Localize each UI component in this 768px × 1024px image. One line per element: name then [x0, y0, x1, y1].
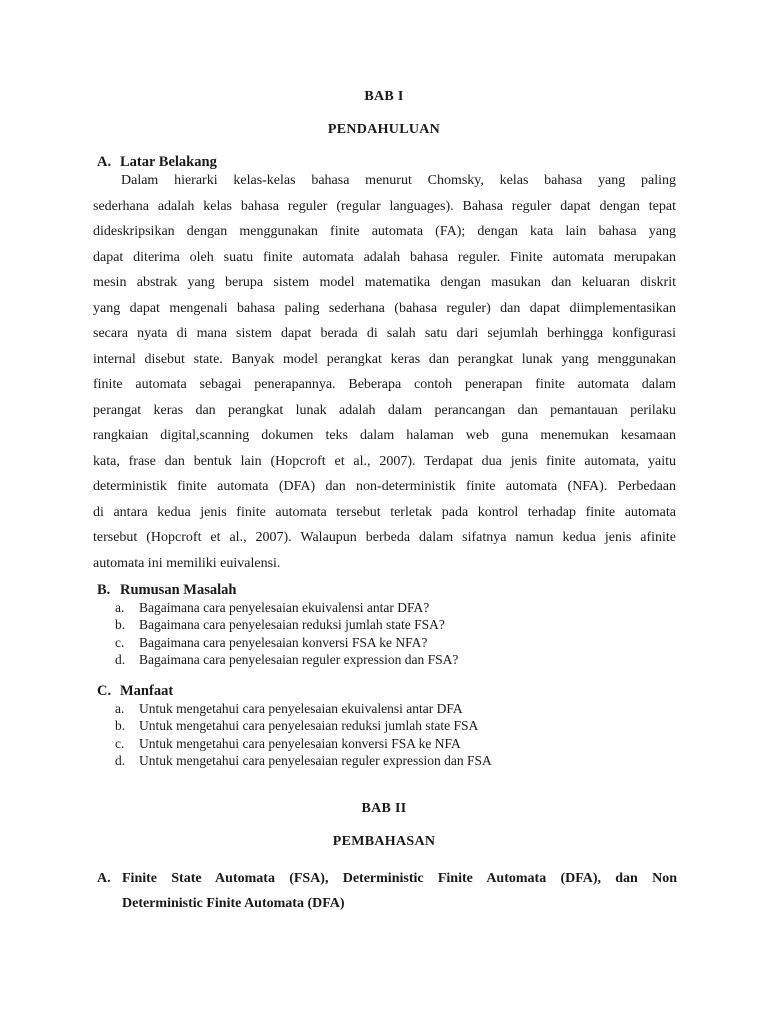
section-letter: A. — [97, 154, 112, 170]
list-item — [115, 599, 458, 616]
list-item-text: Bagaimana cara penyelesaian reduksi jumlah state FSA? — [139, 617, 445, 633]
list-item — [115, 651, 458, 668]
list-item-text: Untuk mengetahui cara penyelesaian ekuivalensi antar DFA — [139, 701, 463, 716]
paragraph-line: perangat keras dan perangkat lunak adalah dalam perancangan dan pemantauan perilaku — [93, 402, 676, 418]
list-item — [115, 634, 458, 651]
paragraph-line: mesin abstrak yang berupa sistem model matematika dengan masukan dan keluaran diskrit — [93, 275, 676, 290]
list-item — [115, 616, 458, 633]
list-marker: a. — [115, 701, 125, 716]
section-letter: B. — [97, 582, 111, 598]
section-heading-manfaat — [97, 683, 173, 700]
paragraph-line: automata ini memiliki euivalensi. — [93, 555, 281, 571]
list-item-text: Bagaimana cara penyelesaian reguler expression dan FSA? — [139, 651, 459, 667]
list-item-text: Untuk mengetahui cara penyelesaian reguler expression dan FSA — [139, 752, 492, 768]
list-marker: d. — [115, 752, 126, 768]
heading-line-2: Deterministic Finite Automata (DFA) — [122, 896, 345, 911]
list-item-text: Bagaimana cara penyelesaian ekuivalensi antar DFA? — [139, 600, 430, 615]
paragraph-line: internal disebut state. Banyak model perangkat keras dan perangkat lunak yang menggunakan — [93, 351, 676, 367]
paragraph-line: sederhana adalah kelas bahasa reguler (regular languages). Bahasa reguler dapat dengan tepat — [93, 198, 676, 214]
section-heading-rumusan-masalah — [97, 582, 236, 599]
heading-text-1: Finite State Automata (FSA), Deterministic Finite Automata (DFA), dan Non — [122, 871, 677, 886]
chapter-title-bab-2: BAB II — [361, 801, 407, 816]
chapter-subtitle-pembahasan: PEMBAHASAN — [332, 834, 436, 849]
section-heading-fsa-dfa — [97, 866, 677, 916]
paragraph-line: yang dapat mengenali bahasa paling sederhana (bahasa reguler) dan dapat diimplementasikan — [93, 300, 676, 316]
section-title: Manfaat — [120, 683, 174, 699]
list-item — [115, 735, 492, 752]
list-item — [115, 717, 492, 734]
paragraph-line: Dalam hierarki kelas-kelas bahasa menurut Chomsky, kelas bahasa yang paling — [121, 173, 676, 188]
list-marker: d. — [115, 651, 126, 667]
paragraph-line: kata, frase dan bentuk lain (Hopcroft et al., 2007). Terdapat dua jenis finite automata, yaitu — [93, 453, 676, 469]
chapter-subtitle-pendahuluan: PENDAHULUAN — [327, 122, 441, 137]
list-marker: c. — [115, 634, 125, 650]
section-letter: A. — [97, 871, 111, 886]
paragraph-line: dapat diterima oleh suatu finite automata adalah bahasa reguler. Finite automata merupakan — [93, 249, 676, 265]
paragraph-line: secara nyata di mana sistem dapat berada di salah satu dari sejumlah berhingga konfigurasi — [93, 326, 676, 341]
list-marker: b. — [115, 617, 126, 633]
section-letter: C. — [97, 683, 112, 699]
latar-belakang-paragraph — [93, 168, 676, 576]
list-item — [115, 700, 492, 717]
paragraph-line: dideskripsikan dengan menggunakan finite automata (FA); dengan kata lain bahasa yang — [93, 224, 676, 239]
paragraph-line: deterministik finite automata (DFA) dan non-deterministik finite automata (NFA). Perbedaan — [93, 479, 676, 494]
heading-line-1 — [97, 866, 677, 891]
list-item-text: Untuk mengetahui cara penyelesaian reduksi jumlah state FSA — [139, 718, 479, 734]
paragraph-line: finite automata sebagai penerapannya. Beberapa contoh penerapan finite automata dalam — [93, 377, 676, 392]
list-item — [115, 752, 492, 769]
paragraph-line: di antara kedua jenis finite automata tersebut terletak pada kontrol terhadap finite automata — [93, 504, 676, 520]
paragraph-line: tersebut (Hopcroft et al., 2007). Walaupun berbeda dalam sifatnya namun kedua jenis afinite — [93, 530, 676, 545]
list-marker: a. — [115, 600, 125, 615]
manfaat-list — [115, 700, 492, 769]
chapter-title-bab-1: BAB I — [364, 89, 404, 104]
list-marker: b. — [115, 718, 126, 734]
section-title: Rumusan Masalah — [120, 582, 237, 598]
list-item-text: Bagaimana cara penyelesaian konversi FSA ke NFA? — [139, 634, 428, 650]
section-title: Latar Belakang — [120, 154, 217, 170]
rumusan-masalah-list — [115, 599, 458, 668]
list-item-text: Untuk mengetahui cara penyelesaian konversi FSA ke NFA — [139, 735, 461, 751]
paragraph-line: rangkaian digital,scanning dokumen teks dalam halaman web guna menemukan kesamaan — [93, 428, 676, 443]
list-marker: c. — [115, 735, 125, 751]
